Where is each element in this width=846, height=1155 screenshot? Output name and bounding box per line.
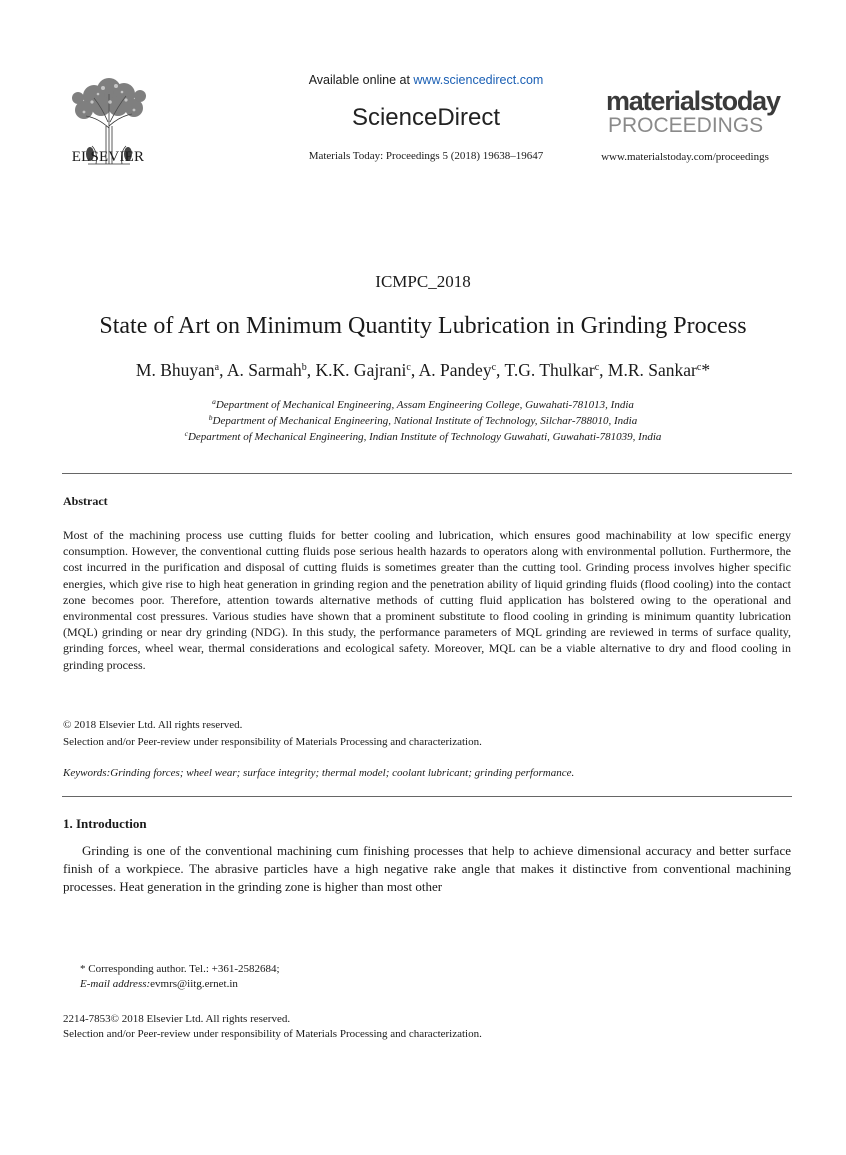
affiliation-text: Department of Mechanical Engineering, National Institute of Technology, Silchar-788010, India bbox=[212, 415, 638, 427]
author-name: K.K. Gajrani bbox=[315, 360, 407, 380]
affiliation bbox=[0, 429, 846, 445]
author-separator: , bbox=[410, 360, 419, 380]
author-name: A. Sarmah bbox=[226, 360, 302, 380]
divider bbox=[62, 473, 792, 474]
author-separator: * bbox=[701, 360, 711, 380]
author-list bbox=[0, 360, 846, 381]
email-address[interactable]: evmrs@iitg.ernet.in bbox=[150, 978, 238, 990]
author bbox=[136, 360, 227, 380]
divider bbox=[62, 796, 792, 797]
affiliation-text: Department of Mechanical Engineering, Indian Institute of Technology Guwahati, Guwahati-781039, India bbox=[187, 431, 662, 443]
affiliations bbox=[0, 397, 846, 445]
journal-url[interactable]: www.materialstoday.com/proceedings bbox=[601, 151, 769, 163]
author-separator: , bbox=[599, 360, 608, 380]
issn-footnote bbox=[63, 1012, 482, 1041]
section-heading-introduction: 1. Introduction bbox=[63, 816, 147, 831]
abstract-text: Most of the machining process use cutting fluids for better cooling and lubrication, which ensures good machinability at low specific energy consumption. However, the conventional cutting fluids pose serious health hazards to operators along with environmental pollution. Furthermore, the cost incurred in the purification and disposal of cutting fluids is sometimes greater than the cutting tool. Grinding process involves higher specific energies, which give rise to high heat generation in grinding region and the penetration ability of liquid grinding fluids (flood cooling) into the contact zone becomes poor. Therefore, attention towards alternative methods of cutting fluid application has bolstered owing to the operational and environmental cost pressures. Various studies have shown that a prominent substitute to flood cooling in grinding is minimum quantity lubrication (MQL) grinding or near dry grinding (NDG). In this study, the performance parameters of MQL grinding are reviewed in terms of surface quality, grinding forces, wheel wear, thermal considerations and ecological safety. Moreover, MQL can be a viable alternative to dry and flood cooling in grinding process. bbox=[63, 528, 791, 672]
corresponding-author-footnote bbox=[80, 962, 280, 992]
affiliation-mark: b bbox=[208, 413, 213, 422]
introduction-text: Grinding is one of the conventional machining cum finishing processes that help to achieve dimensional accuracy and better surface finish of a workpiece. The abrasive particles have a high negative rake angle that makes it distinctive from conventional machining processes. Heat generation in the grinding zone is higher than most other bbox=[63, 843, 791, 894]
author bbox=[316, 360, 419, 380]
corresponding-author-line: * Corresponding author. Tel.: +361-2582684; bbox=[80, 963, 280, 975]
author-separator: , bbox=[306, 360, 316, 380]
author-affiliation-mark: c bbox=[594, 362, 600, 373]
available-prefix: Available online at bbox=[308, 73, 414, 87]
author-name: M. Bhuyan bbox=[135, 360, 215, 380]
sciencedirect-link[interactable]: www.sciencedirect.com bbox=[413, 73, 544, 87]
peer-review-line: Selection and/or Peer-review under responsibility of Materials Processing and characterization. bbox=[63, 736, 482, 748]
author bbox=[504, 360, 607, 380]
conference-name: ICMPC_2018 bbox=[375, 272, 471, 291]
abstract-copyright-block bbox=[63, 717, 482, 751]
copyright-line: © 2018 Elsevier Ltd. All rights reserved. bbox=[63, 719, 243, 731]
logo-bottom-text: PROCEEDINGS bbox=[608, 114, 764, 136]
affiliation bbox=[0, 413, 846, 429]
author-affiliation-mark: c bbox=[406, 362, 411, 373]
affiliation-mark: c bbox=[184, 429, 188, 438]
author bbox=[227, 360, 316, 380]
footer-peer-review-line: Selection and/or Peer-review under responsibility of Materials Processing and characterization. bbox=[63, 1027, 482, 1040]
affiliation-mark: a bbox=[212, 397, 216, 406]
publisher-name: ELSEVIER bbox=[71, 149, 145, 165]
author-affiliation-mark: a bbox=[214, 362, 220, 373]
platform-name: ScienceDirect bbox=[351, 104, 501, 131]
paper-title: State of Art on Minimum Quantity Lubrication in Grinding Process bbox=[99, 313, 747, 339]
affiliation bbox=[0, 397, 846, 413]
author-separator: , bbox=[219, 360, 227, 380]
logo-top-text: materialstoday: bbox=[606, 86, 782, 116]
abstract-heading: Abstract bbox=[63, 494, 108, 508]
author-name: A. Pandey bbox=[418, 360, 492, 380]
author bbox=[608, 360, 710, 380]
author-name: M.R. Sankar bbox=[607, 360, 697, 380]
issn-line: 2214-7853© 2018 Elsevier Ltd. All rights reserved. bbox=[63, 1013, 291, 1025]
availability-line bbox=[200, 73, 652, 87]
author-separator: , bbox=[496, 360, 505, 380]
author bbox=[419, 360, 505, 380]
journal-citation: Materials Today: Proceedings 5 (2018) 19638–19647 bbox=[308, 150, 544, 162]
email-line bbox=[80, 977, 280, 992]
materials-today-logo bbox=[606, 86, 782, 136]
email-label: E-mail address: bbox=[80, 978, 151, 990]
author-affiliation-mark: c bbox=[696, 362, 702, 373]
keywords: Keywords:Grinding forces; wheel wear; surface integrity; thermal model; coolant lubricant; grinding performance. bbox=[63, 767, 575, 779]
author-affiliation-mark: c bbox=[491, 362, 497, 373]
affiliation-text: Department of Mechanical Engineering, Assam Engineering College, Guwahati-781013, India bbox=[215, 399, 634, 411]
author-name: T.G. Thulkar bbox=[504, 360, 595, 380]
author-affiliation-mark: b bbox=[301, 362, 307, 373]
